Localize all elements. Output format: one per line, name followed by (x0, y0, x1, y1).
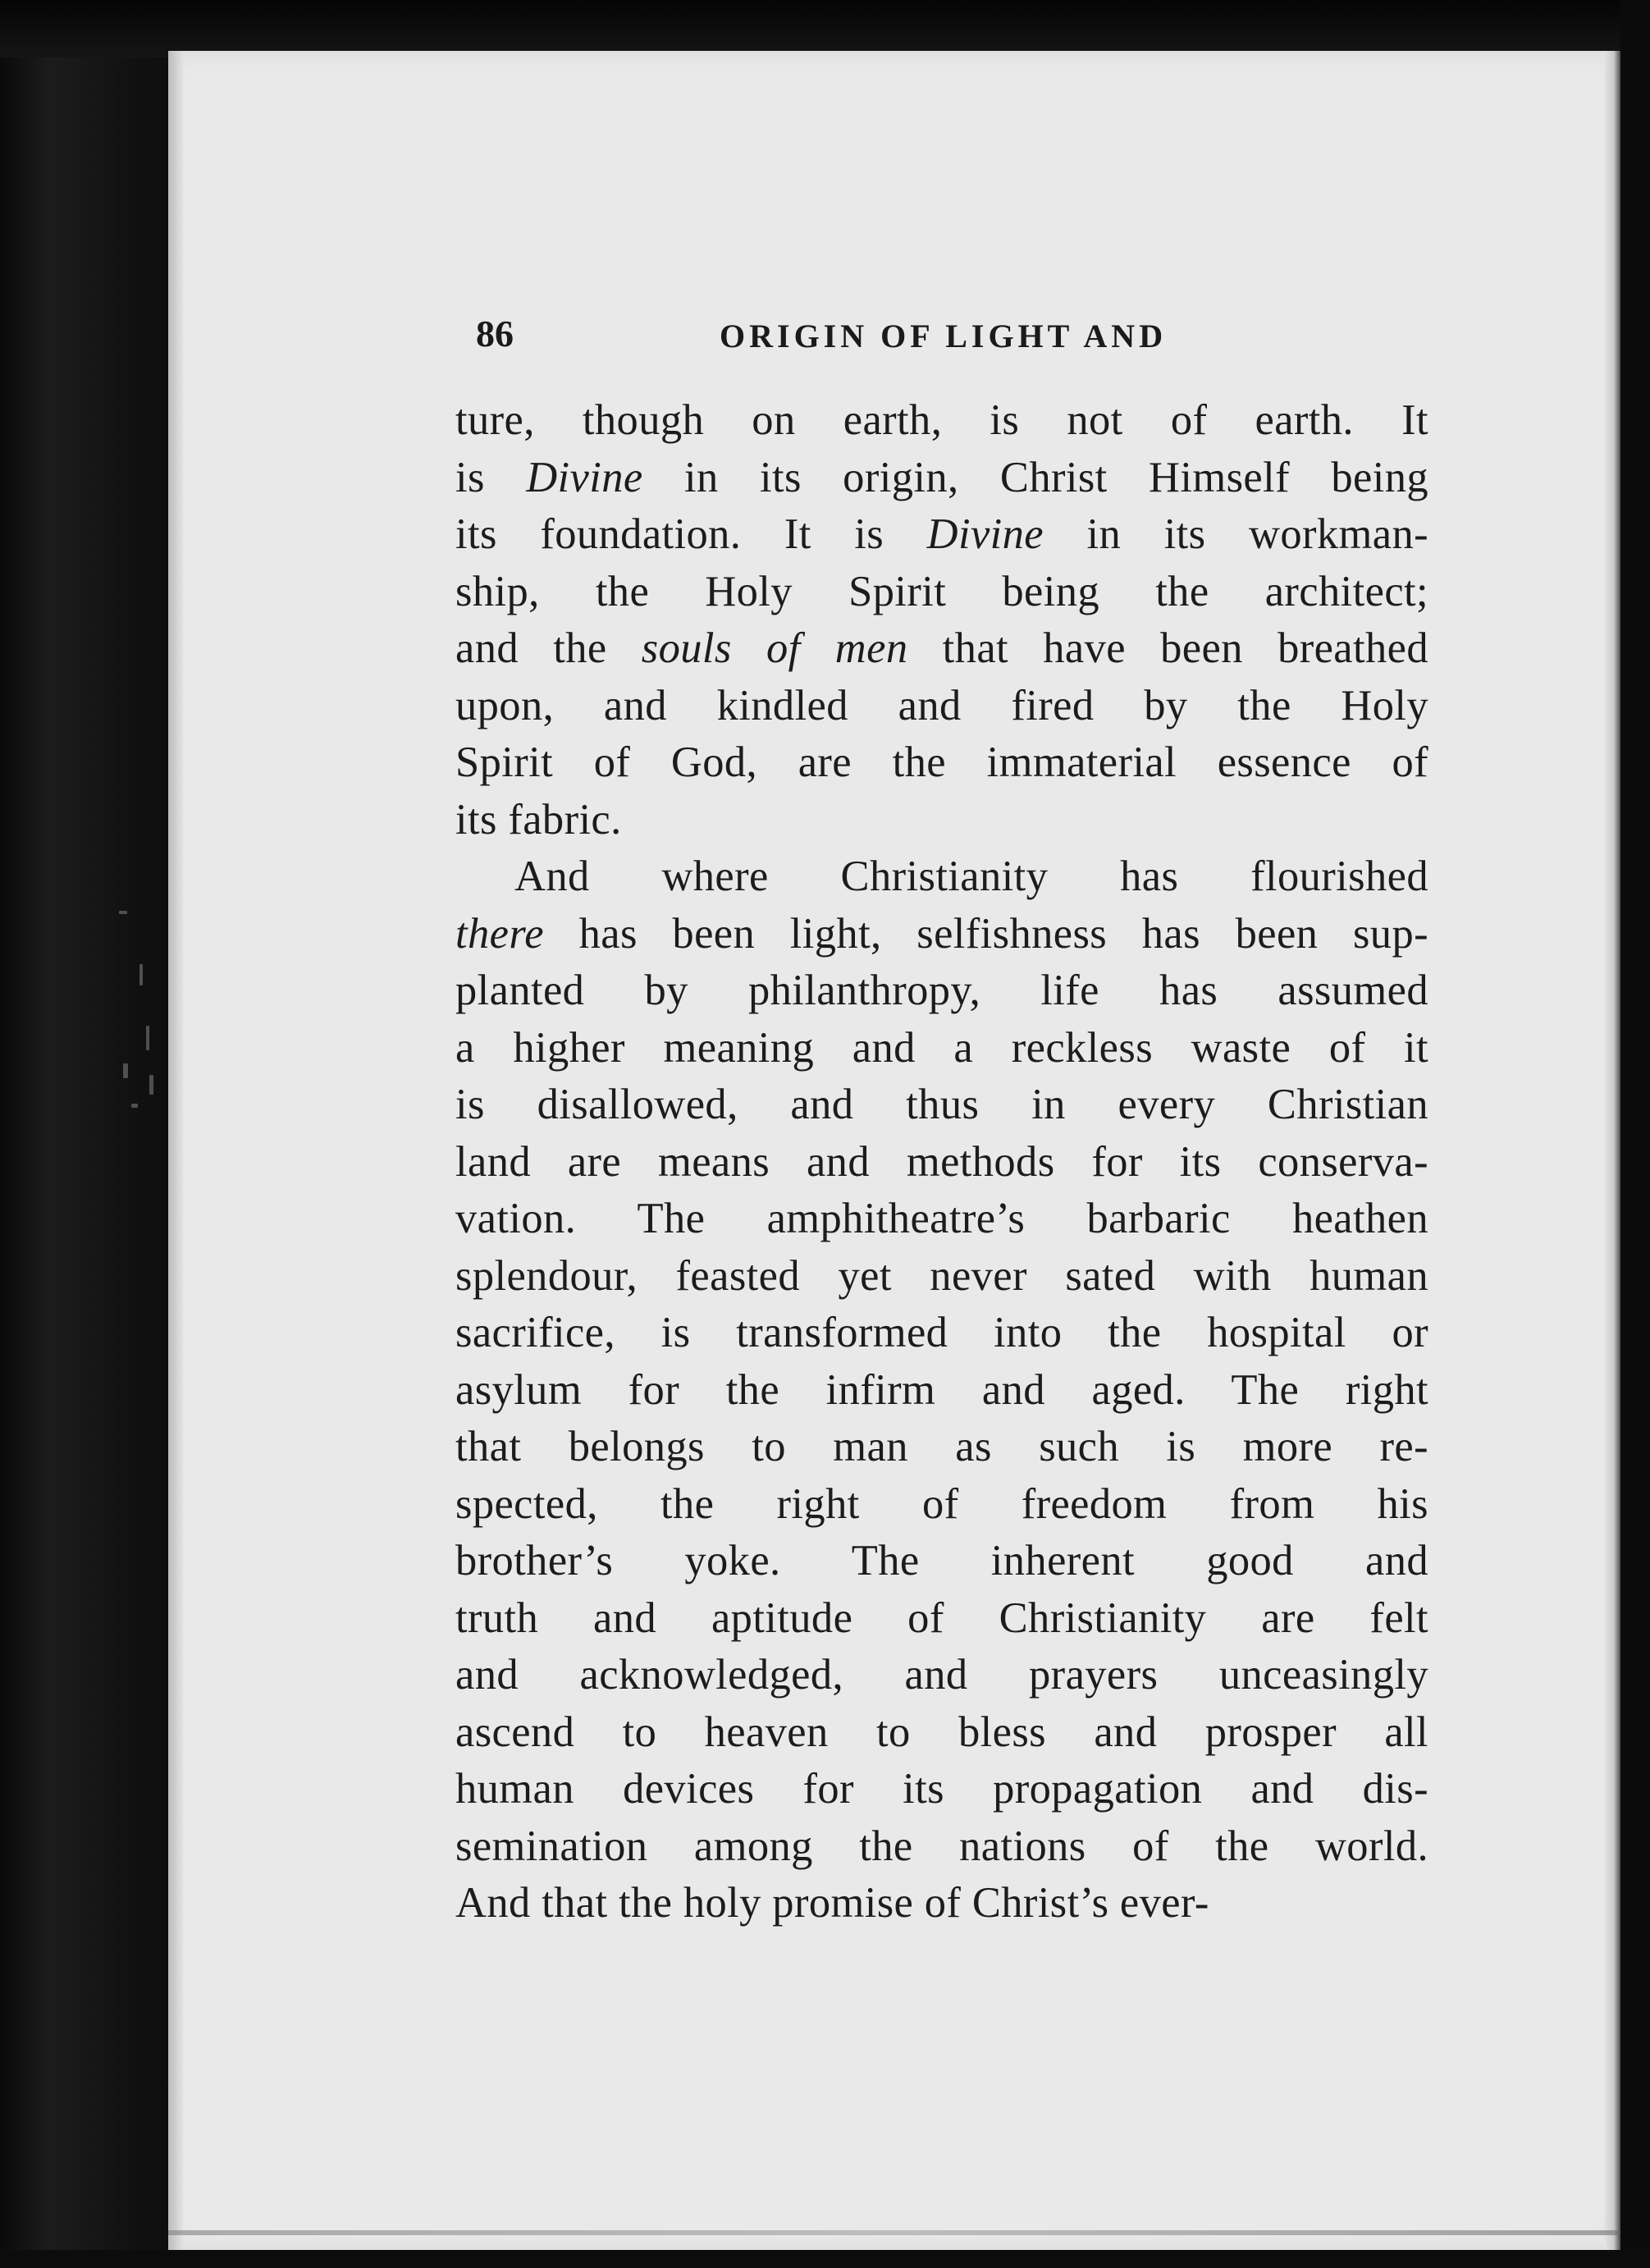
text-run: Spirit of God, are the immaterial essence of (455, 738, 1428, 786)
text-run: ture, though on earth, is not of earth. It (455, 396, 1428, 444)
margin-speck (119, 911, 127, 914)
text-line (455, 1590, 1428, 1648)
text-run: vation. The amphitheatre’s barbaric heathen (455, 1195, 1428, 1242)
page-gutter-shadow (168, 51, 183, 2250)
running-title: ORIGIN OF LIGHT AND (720, 318, 1168, 354)
text-line (455, 1818, 1428, 1876)
text-line (455, 678, 1428, 735)
margin-speck (146, 1026, 149, 1050)
text-line (455, 963, 1428, 1020)
text-line (455, 1362, 1428, 1420)
text-run: its fabric. (455, 795, 622, 844)
text-line (455, 564, 1428, 621)
text-run: semination among the nations of the world. (455, 1822, 1428, 1870)
text-line (455, 1647, 1428, 1704)
text-line (455, 506, 1428, 564)
page-right-edge (1604, 51, 1620, 2250)
text-line (455, 392, 1428, 450)
text-line (455, 792, 1428, 849)
text-line (455, 1875, 1428, 1932)
text-run: a higher meaning and a reckless waste of it (455, 1023, 1428, 1072)
text-run: sacrifice, is transformed into the hospital or (455, 1309, 1428, 1356)
text-run: upon, and kindled and fired by the Holy (455, 681, 1428, 729)
margin-speck (131, 1104, 138, 1108)
text-run: truth and aptitude of Christianity are felt (455, 1594, 1428, 1642)
text-run: has been light, selfishness has been sup- (543, 909, 1428, 958)
text-line (455, 1761, 1428, 1818)
text-run: asylum for the infirm and aged. The right (455, 1365, 1428, 1414)
text-line (455, 1305, 1428, 1362)
margin-speck (123, 1063, 128, 1078)
italic-text: souls of men (641, 624, 908, 672)
text-line (455, 1476, 1428, 1534)
text-run: ship, the Holy Spirit being the architect; (455, 567, 1428, 615)
text-run: is disallowed, and thus in every Christian (455, 1081, 1428, 1128)
italic-text: Divine (926, 510, 1044, 558)
scan-right-border (1620, 0, 1650, 2268)
text-line (455, 620, 1428, 678)
text-run: that belongs to man as such is more re- (455, 1423, 1428, 1470)
text-run: brother’s yoke. The inherent good and (455, 1537, 1428, 1584)
italic-text: Divine (526, 453, 643, 501)
text-run: and acknowledged, and prayers unceasingly (455, 1651, 1428, 1699)
text-run: its foundation. It is (455, 510, 927, 558)
text-run: in its origin, Christ Himself being (642, 453, 1429, 501)
text-run: spected, the right of freedom from his (455, 1479, 1428, 1528)
italic-text: there (455, 909, 544, 958)
text-run: splendour, feasted yet never sated with human (455, 1251, 1428, 1300)
page-header (476, 312, 1460, 369)
text-line (455, 906, 1428, 963)
text-run: that have been breathed (907, 624, 1428, 672)
text-run: land are means and methods for its conserva- (455, 1137, 1428, 1186)
body-text (455, 392, 1428, 1932)
text-line (455, 734, 1428, 792)
text-run: in its workman- (1043, 510, 1429, 558)
text-line (455, 1419, 1428, 1476)
text-line (455, 1134, 1428, 1191)
text-run: human devices for its propagation and dis- (455, 1765, 1428, 1813)
text-run: ascend to heaven to bless and prosper all (455, 1708, 1428, 1756)
text-run: and the (455, 624, 642, 672)
text-line (455, 1077, 1428, 1134)
text-line (455, 1704, 1428, 1762)
text-line (455, 1020, 1428, 1077)
scan-top-border (0, 0, 1650, 57)
text-line (455, 1191, 1428, 1248)
margin-speck (149, 1075, 153, 1095)
page-number: 86 (476, 313, 514, 354)
text-line (455, 1248, 1428, 1305)
page-bottom-edge (168, 2230, 1620, 2235)
text-run: planted by philanthropy, life has assumed (455, 967, 1428, 1014)
text-line (455, 450, 1428, 507)
scan-bottom-border (0, 2250, 1650, 2268)
text-run: And where Christianity has flourished (514, 853, 1428, 900)
margin-speck (139, 964, 143, 985)
text-run: is (455, 453, 527, 501)
text-line (455, 848, 1428, 906)
text-run: And that the holy promise of Christ’s ever- (455, 1879, 1209, 1927)
text-line (455, 1533, 1428, 1590)
